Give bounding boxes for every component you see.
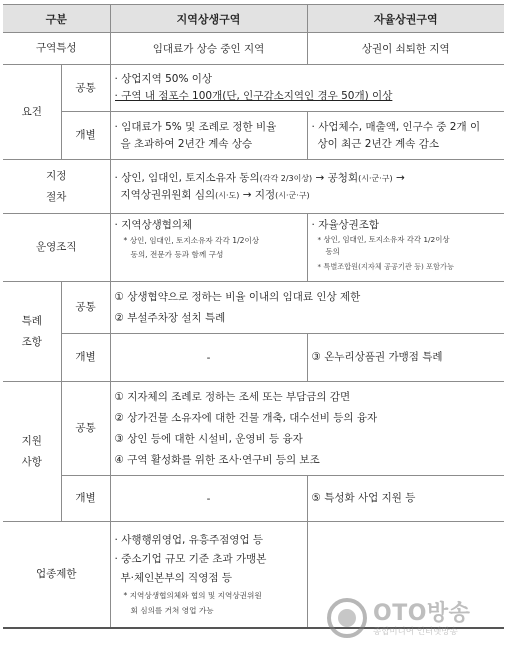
designate-l1-a: · 상인, 임대인, 토지소유자 동의 [114,171,260,184]
row-req-common [3,65,504,112]
org-b-main: · 자율상권조합 [311,219,380,231]
business-a-note-2: 회 심의를 거쳐 영업 가능 [130,605,214,615]
org-b-note-1: * 상인, 임대인, 토지소유자 각각 1/2이상 [317,235,450,244]
org-b [307,214,504,282]
comparison-table [3,4,504,629]
req-indiv-label: 개별 [61,112,110,160]
special-label-1: 특례 [21,314,42,327]
broadcaster-logo-icon [327,598,367,638]
business-a-2: · 중소기업 규모 기준 초과 가맹본 [114,552,267,565]
req-indiv-a [110,112,307,160]
req-indiv-b-line-1: · 사업체수, 매출액, 인구수 중 2개 이 [311,120,481,133]
row-org [3,214,504,282]
special-label-2: 조항 [21,335,42,348]
support-common-4: ④ 구역 활성화를 위한 조사·연구비 등의 보조 [114,453,320,466]
special-common-1: ① 상생협약으로 정하는 비율 이내의 임대료 인상 제한 [114,290,361,303]
designate-l1-b: (각각 2/3이상) [259,173,313,183]
designate-l2-b: (시·도) [215,190,240,200]
row-support-common [3,382,504,476]
designate-l2-a: 지역상권위원회 심의 [120,188,216,201]
req-indiv-b-line-2: 상이 최근 2년간 계속 감소 [317,137,439,150]
designate-l1-d: (시·군·구) [358,173,393,183]
org-a [110,214,307,282]
special-common-label: 공통 [61,282,110,334]
designate-l2-c: → 지정 [239,188,276,201]
req-common-label: 공통 [61,65,110,112]
broadcaster-watermark [327,596,497,642]
watermark-sub: 종합미디어 인터넷방송 [373,627,458,637]
designate-label-2: 절차 [46,190,67,203]
org-b-note-2: 동의 [325,247,340,256]
header-row [3,5,504,33]
designate-line-2 [115,187,501,204]
req-common-line-2: · 구역 내 점포수 100개(단, 인구감소지역인 경우 50개) 이상 [114,90,393,102]
row-support-indiv [3,476,504,522]
designate-l2-d: (시·군·구) [275,190,310,200]
req-indiv-a-line-2: 을 초과하여 2년간 계속 상승 [120,137,253,150]
traits-a: 임대료가 상승 중인 지역 [110,33,307,65]
special-common-2: ② 부설주차장 설치 특례 [114,311,226,324]
traits-label: 구역특성 [3,33,110,65]
header-col-a: 지역상생구역 [110,5,307,33]
traits-b: 상권이 쇠퇴한 지역 [307,33,504,65]
special-common-text [110,282,504,334]
support-common-label: 공통 [61,382,110,476]
designate-line-1 [115,170,501,187]
support-common-1: ① 지자체의 조례로 정하는 조세 또는 부담금의 감면 [114,390,351,403]
designate-l1-c: → 공청회 [312,171,359,184]
support-common-3: ③ 상인 등에 대한 시설비, 운영비 등 융자 [114,432,303,445]
designate-label-1: 지정 [46,169,67,182]
business-a-1: · 사행행위영업, 유흥주점영업 등 [114,533,264,546]
support-indiv-label: 개별 [61,476,110,522]
row-designate [3,160,504,214]
row-special-indiv [3,334,504,382]
watermark-name: OTO방송 [373,601,471,626]
designate-text [110,160,504,214]
org-a-note-2: 동의, 전문가 등과 함께 구성 [130,250,224,259]
special-indiv-a: - [110,334,307,382]
org-a-note-1: * 상인, 임대인, 토지소유자 각각 1/2이상 [123,236,260,245]
special-label [3,282,61,382]
req-label: 요건 [3,65,61,160]
support-indiv-a: - [110,476,307,522]
support-label-2: 사항 [21,455,42,468]
header-col-b: 자율상권구역 [307,5,504,33]
designate-label [3,160,110,214]
support-label [3,382,61,522]
org-label: 운영조직 [3,214,110,282]
support-common-text [110,382,504,476]
special-indiv-label: 개별 [61,334,110,382]
support-indiv-b: ⑤ 특성화 사업 지원 등 [307,476,504,522]
req-common-line-1: · 상업지역 50% 이상 [114,73,213,85]
req-indiv-b [307,112,504,160]
business-a-3: 부·체인본부의 직영점 등 [120,571,232,584]
row-special-common [3,282,504,334]
org-a-main: · 지역상생협의체 [114,219,193,231]
header-category: 구분 [3,5,110,33]
designate-l1-e: → [392,171,405,184]
business-a [110,522,307,628]
support-label-1: 지원 [21,434,42,447]
business-a-note-1: * 지역상생협의체와 협의 및 지역상권위원 [123,590,262,600]
support-common-2: ② 상가건물 소유자에 대한 건물 개축, 대수선비 등의 융자 [114,411,378,424]
row-req-indiv [3,112,504,160]
business-label: 업종제한 [3,522,110,628]
row-traits [3,33,504,65]
org-b-note-3: * 특별조합원(지자체 공공기관 등) 포함가능 [317,262,454,271]
special-indiv-b: ③ 온누리상품권 가맹점 특례 [307,334,504,382]
req-common-text [110,65,504,112]
req-indiv-a-line-1: · 임대료가 5% 및 조례로 정한 비율 [114,120,277,133]
